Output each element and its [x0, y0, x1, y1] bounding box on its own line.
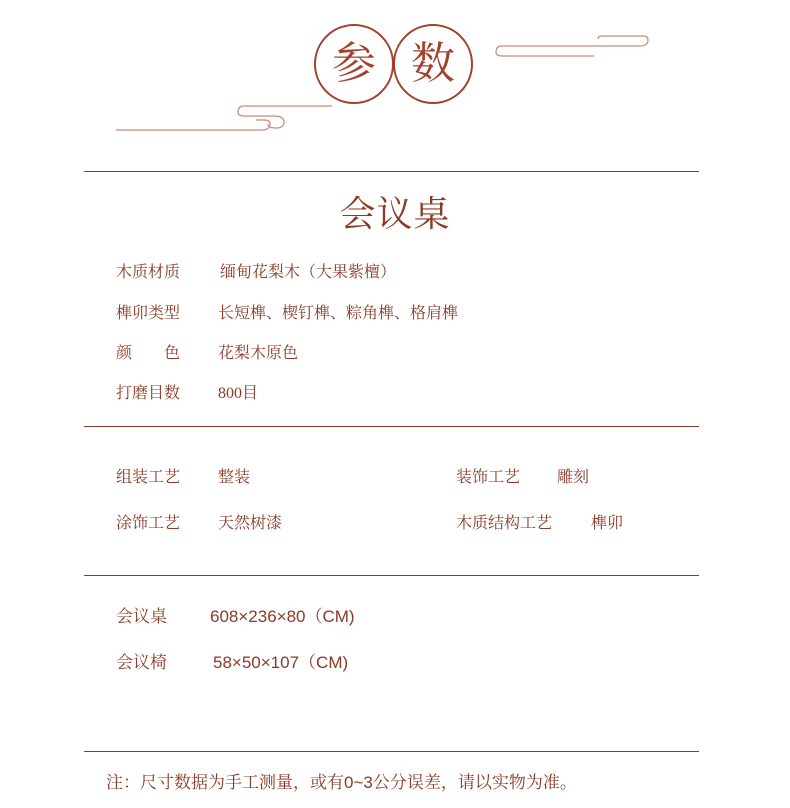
craft-value-coating: 天然树漆	[218, 515, 283, 532]
spec-label-color: 颜 色	[116, 345, 181, 362]
spec-label-polish: 打磨目数	[116, 385, 181, 402]
spec-value-material: 缅甸花梨木（大果紫檀）	[220, 264, 397, 281]
craft-label-coating: 涂饰工艺	[116, 515, 181, 532]
spec-value-joinery: 长短榫、楔钉榫、粽角榫、格肩榫	[218, 305, 459, 322]
divider-lower	[84, 575, 699, 576]
spec-label-material: 木质材质	[116, 264, 181, 281]
divider-middle	[84, 426, 699, 427]
dimension-value-table: 608×236×80（CM)	[210, 607, 355, 626]
measurement-note: 注：尺寸数据为手工测量，或有0~3公分误差，请以实物为准。	[106, 773, 577, 792]
spec-value-color: 花梨木原色	[218, 345, 299, 362]
craft-value-assembly: 整装	[218, 469, 251, 486]
spec-label-joinery: 榫卯类型	[116, 305, 181, 322]
craft-label-decoration: 装饰工艺	[456, 469, 521, 486]
craft-label-structure: 木质结构工艺	[456, 515, 553, 532]
cloud-ornament-left-icon	[112, 100, 342, 136]
dimension-label-table: 会议桌	[116, 607, 167, 626]
dimension-value-chair: 58×50×107（CM)	[213, 653, 349, 672]
header-char-2: 数	[411, 39, 455, 88]
header-char-circle-2	[393, 24, 473, 104]
dimension-label-chair: 会议椅	[116, 653, 167, 672]
divider-bottom	[84, 751, 699, 752]
craft-label-assembly: 组装工艺	[116, 469, 181, 486]
product-title: 会议桌	[339, 194, 451, 234]
header-char-circle-1	[314, 24, 394, 104]
craft-value-decoration: 雕刻	[557, 469, 590, 486]
divider-top	[84, 171, 699, 172]
header-char-1: 参	[332, 39, 376, 88]
craft-value-structure: 榫卯	[591, 515, 624, 532]
spec-value-polish: 800目	[218, 385, 259, 402]
cloud-ornament-right-icon	[490, 30, 660, 62]
